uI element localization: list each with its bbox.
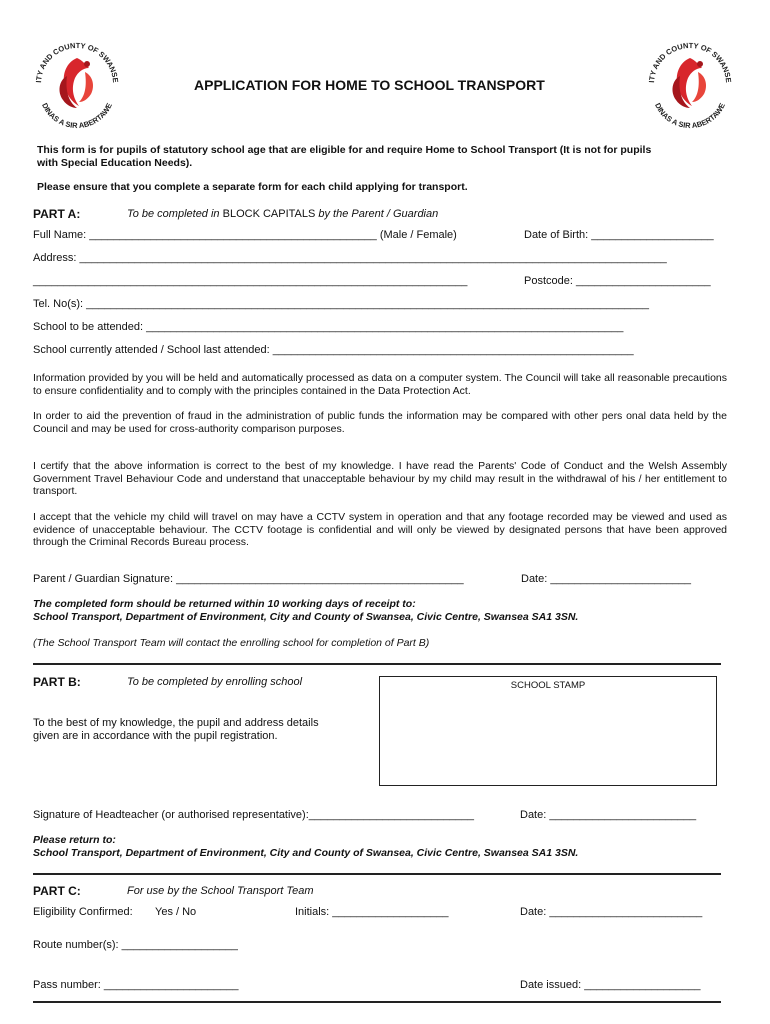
- guardian-signature-field[interactable]: Parent / Guardian Signature: _______________________________________________: [33, 573, 464, 585]
- pupil-statement-line-1: To the best of my knowledge, the pupil and address details: [33, 717, 319, 729]
- school-to-attend-field[interactable]: School to be attended: ______________________________________________________________________________: [33, 321, 624, 333]
- phoenix-icon: [673, 58, 706, 108]
- bottom-rule: [33, 1001, 721, 1003]
- part-b-heading: PART B:: [33, 675, 81, 689]
- date-of-birth-field[interactable]: Date of Birth: ____________________: [524, 229, 714, 241]
- full-name-field[interactable]: Full Name: _______________________________________________ (Male / Female): [33, 229, 457, 241]
- svg-text:CITY AND COUNTY OF SWANSEA: ITY AND COUNTY OF SWANSE: [647, 40, 734, 84]
- council-logo-left: [27, 32, 127, 132]
- instruction-post: by the Parent / Guardian: [315, 208, 439, 220]
- contact-note: (The School Transport Team will contact the enrolling school for completion of Part B): [33, 637, 430, 649]
- school-stamp-box[interactable]: [379, 676, 717, 786]
- telephone-field[interactable]: Tel. No(s): ____________________________________________________________________________________________: [33, 298, 649, 310]
- part-b-return-address: School Transport, Department of Environment, City and County of Swansea, Civic Centre, Swansea SA1 3SN.: [33, 847, 579, 859]
- date-issued-field[interactable]: Date issued: ___________________: [520, 979, 701, 991]
- part-a-instruction: [127, 208, 438, 220]
- instruction-pre: To be completed in: [127, 208, 223, 220]
- instruction-caps: BLOCK CAPITALS: [222, 208, 316, 220]
- divider-part-b: [33, 663, 721, 665]
- school-stamp-label: SCHOOL STAMP: [510, 680, 586, 691]
- intro-line-1: This form is for pupils of statutory school age that are eligible for and require Home to School Transport (It is not for pupils: [37, 144, 652, 156]
- pass-number-field[interactable]: Pass number: ______________________: [33, 979, 239, 991]
- postcode-field[interactable]: Postcode: ______________________: [524, 275, 711, 287]
- certify-paragraph: I certify that the above information is correct to the best of my knowledge. I have read the Parents' Code of Conduct and the Welsh Assembly Government Travel Behaviour Code and understand that unacceptable behaviour by my child may result in the withdrawal of his / her entitlement to transport.: [33, 460, 727, 497]
- svg-text:DINAS A SIR ABERTAWE: DINAS A SIR ABERTAWE: [653, 101, 727, 131]
- divider-part-c: [33, 873, 721, 875]
- part-a-heading: PART A:: [33, 207, 81, 221]
- part-b-instruction: To be completed by enrolling school: [127, 676, 303, 688]
- initials-field[interactable]: Initials: ___________________: [295, 906, 449, 918]
- cctv-paragraph: I accept that the vehicle my child will travel on may have a CCTV system in operation and that any footage recorded may be viewed and used as evidence of unacceptable behaviour. The CCTV footage is confidential and will only be viewed by designated persons that have been approved through the Criminal Records Bureau process.: [33, 511, 727, 548]
- intro-line-3: Please ensure that you complete a separate form for each child applying for transport.: [37, 181, 468, 193]
- headteacher-signature-field[interactable]: Signature of Headteacher (or authorised representative):___________________________: [33, 809, 474, 821]
- return-address-line: School Transport, Department of Environment, City and County of Swansea, Civic Centre, Swansea SA1 3SN.: [33, 611, 579, 623]
- fraud-paragraph: In order to aid the prevention of fraud in the administration of public funds the information may be compared with other pers onal data held by the Council and may be used for cross-authority comparison purposes.: [33, 410, 727, 435]
- route-number-field[interactable]: Route number(s): ___________________: [33, 939, 238, 951]
- part-b-return-line-1: Please return to:: [33, 834, 116, 846]
- svg-text:CITY AND COUNTY OF SWANSEA: ITY AND COUNTY OF SWANSE: [34, 40, 121, 84]
- data-protection-paragraph: Information provided by you will be held and automatically processed as data on a computer system. The Council will take all reasonable precautions to ensure confidentiality and to comply with the principles contained in the Data Protection Act.: [33, 372, 727, 397]
- return-instruction-line-1: The completed form should be returned within 10 working days of receipt to:: [33, 598, 416, 610]
- intro-line-2: with Special Education Needs).: [37, 157, 193, 169]
- address-field[interactable]: Address: ________________________________________________________________________________________________: [33, 252, 667, 264]
- school-current-field[interactable]: School currently attended / School last attended: ___________________________________________________________: [33, 344, 634, 356]
- headteacher-date-field[interactable]: Date: ________________________: [520, 809, 697, 821]
- pupil-statement-line-2: given are in accordance with the pupil registration.: [33, 730, 278, 742]
- svg-text:DINAS A SIR ABERTAWE: DINAS A SIR ABERTAWE: [40, 101, 114, 131]
- eligibility-yes-no[interactable]: Yes / No: [155, 906, 197, 918]
- part-c-heading: PART C:: [33, 884, 81, 898]
- page-title: APPLICATION FOR HOME TO SCHOOL TRANSPORT: [194, 77, 545, 93]
- council-logo-right: [640, 32, 740, 132]
- phoenix-icon: [60, 58, 93, 108]
- eligibility-label: Eligibility Confirmed:: [33, 906, 133, 918]
- guardian-date-field[interactable]: Date: _______________________: [521, 573, 692, 585]
- part-c-instruction: For use by the School Transport Team: [127, 885, 314, 897]
- address-line-2-field[interactable]: _______________________________________________________________________: [33, 275, 468, 287]
- part-c-date-field[interactable]: Date: _________________________: [520, 906, 703, 918]
